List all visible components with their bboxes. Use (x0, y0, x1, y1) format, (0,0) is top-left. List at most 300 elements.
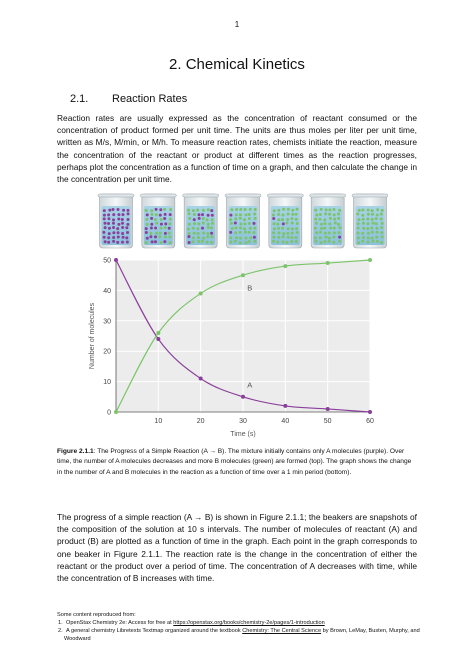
data-point-b (241, 273, 245, 277)
data-point-b (283, 264, 287, 268)
y-axis-label: Number of molecules (89, 302, 96, 370)
molecule (163, 208, 166, 211)
molecule (358, 209, 361, 212)
molecule (332, 241, 335, 244)
molecule (234, 217, 237, 220)
molecule (244, 208, 247, 211)
molecule (169, 208, 172, 211)
molecule (121, 232, 124, 235)
beaker (140, 194, 176, 248)
molecule (324, 222, 327, 225)
molecule (338, 231, 341, 234)
molecule (155, 213, 158, 216)
molecule (245, 241, 248, 244)
y-tick-label: 20 (103, 348, 111, 356)
molecule (282, 241, 285, 244)
molecule (126, 241, 129, 244)
molecule (207, 214, 210, 217)
molecule (287, 208, 290, 211)
molecule (104, 240, 107, 243)
molecule (375, 227, 378, 230)
molecule (366, 240, 369, 243)
molecule (117, 231, 120, 234)
molecule (187, 227, 190, 230)
molecule (372, 240, 375, 243)
molecule (192, 227, 195, 230)
molecule (381, 209, 384, 212)
molecule (201, 240, 204, 243)
molecule (103, 236, 106, 239)
molecule (149, 235, 152, 238)
molecule (229, 231, 232, 234)
molecule (103, 217, 106, 220)
x-axis-label: Time (s) (230, 431, 256, 438)
molecule (159, 208, 162, 211)
molecule (149, 232, 152, 235)
molecule (193, 232, 196, 235)
molecule (291, 227, 294, 230)
molecule (210, 226, 213, 229)
molecule (206, 235, 209, 238)
molecule (231, 227, 234, 230)
beaker-solution (229, 206, 258, 245)
molecule (295, 240, 298, 243)
molecule (150, 227, 153, 230)
molecule (362, 236, 365, 239)
data-point-a (199, 377, 203, 381)
molecule (103, 209, 106, 212)
molecule (168, 232, 171, 235)
molecule (192, 236, 195, 239)
molecule (127, 212, 130, 215)
molecule (362, 227, 365, 230)
molecule (112, 208, 115, 211)
molecule (201, 227, 204, 230)
molecule (281, 218, 284, 221)
molecule (125, 226, 128, 229)
x-tick-label: 10 (154, 418, 163, 425)
molecule (333, 213, 336, 216)
molecule (295, 213, 298, 216)
molecule (367, 232, 370, 235)
molecule (296, 208, 299, 211)
molecule (188, 217, 191, 220)
molecule (328, 231, 331, 234)
molecule (239, 241, 242, 244)
data-point-a (241, 395, 245, 399)
molecule (146, 223, 149, 226)
molecule (323, 218, 326, 221)
molecule (296, 231, 299, 234)
molecule (248, 231, 251, 234)
molecule (290, 217, 293, 220)
data-point-b (114, 410, 118, 414)
molecule (117, 236, 120, 239)
molecule (243, 222, 246, 225)
data-point-b (326, 261, 330, 265)
molecule (229, 236, 232, 239)
molecule (253, 236, 256, 239)
data-point-a (326, 407, 330, 411)
molecule (328, 222, 331, 225)
molecule (253, 222, 256, 225)
molecule (325, 208, 328, 211)
molecule (206, 241, 209, 244)
molecule (357, 236, 360, 239)
molecule (126, 209, 129, 212)
molecule (272, 236, 275, 239)
molecule (338, 236, 341, 239)
molecule (196, 227, 199, 230)
molecule (244, 231, 247, 234)
molecule (192, 209, 195, 212)
molecule (193, 213, 196, 216)
molecule (362, 222, 365, 225)
molecule (367, 209, 370, 212)
molecule (121, 218, 124, 221)
molecule (357, 218, 360, 221)
molecule (290, 240, 293, 243)
molecule (202, 217, 205, 220)
molecule (282, 235, 285, 238)
molecule (107, 241, 110, 244)
molecule (314, 218, 317, 221)
molecule (371, 218, 374, 221)
molecule (202, 209, 205, 212)
section-heading (70, 93, 187, 105)
beaker (183, 194, 219, 248)
reaction-chart (88, 190, 388, 445)
data-point-b (199, 291, 203, 295)
molecule (314, 236, 317, 239)
molecule (380, 226, 383, 229)
series-label-b: B (247, 283, 253, 293)
molecule (154, 227, 157, 230)
molecule (381, 235, 384, 238)
molecule (112, 231, 115, 234)
molecule (112, 236, 115, 239)
molecule (191, 240, 194, 243)
molecule (371, 213, 374, 216)
molecule (243, 227, 246, 230)
molecule (230, 208, 233, 211)
molecule (104, 226, 107, 229)
molecule (145, 227, 148, 230)
molecule (324, 240, 327, 243)
molecule (357, 227, 360, 230)
data-point-a (283, 404, 287, 408)
molecule (328, 208, 331, 211)
molecule (367, 213, 370, 216)
molecule (296, 222, 299, 225)
molecule (107, 236, 110, 239)
page-number: 1 (234, 20, 240, 29)
beaker-rim (98, 194, 134, 197)
molecule (239, 227, 242, 230)
molecule (333, 218, 336, 221)
molecule (159, 214, 162, 217)
molecule (102, 231, 105, 234)
molecule (277, 209, 280, 212)
molecule (169, 218, 172, 221)
molecule (150, 209, 153, 212)
molecule (320, 241, 323, 244)
molecule (234, 240, 237, 243)
molecule (112, 218, 115, 221)
molecule (287, 236, 290, 239)
molecule (328, 213, 331, 216)
molecule (117, 218, 120, 221)
molecule (278, 231, 281, 234)
molecule (324, 232, 327, 235)
molecule (197, 232, 200, 235)
molecule (277, 236, 280, 239)
molecule (126, 223, 129, 226)
beaker-rim (352, 194, 388, 197)
beaker-rim (267, 194, 303, 197)
molecule (158, 235, 161, 238)
molecule (329, 226, 332, 229)
molecule (371, 209, 374, 212)
molecule (244, 213, 247, 216)
molecule (235, 208, 238, 211)
data-point-a (368, 410, 372, 414)
molecule (112, 240, 115, 243)
molecule (239, 231, 242, 234)
molecule (187, 235, 190, 238)
molecule (332, 235, 335, 238)
molecule (145, 241, 148, 244)
molecule (338, 240, 341, 243)
beaker-solution (186, 206, 215, 245)
molecule (277, 213, 280, 216)
molecule (380, 213, 383, 216)
molecule (361, 209, 364, 212)
molecule (188, 241, 191, 244)
molecule (357, 222, 360, 225)
molecule (234, 231, 237, 234)
molecule (154, 235, 157, 238)
molecule (361, 214, 364, 217)
molecule (319, 213, 322, 216)
molecule (159, 232, 162, 235)
molecule (121, 241, 124, 244)
molecule (376, 213, 379, 216)
molecule (155, 232, 158, 235)
molecule (168, 227, 171, 230)
molecule (211, 222, 214, 225)
molecule (320, 227, 323, 230)
molecule (361, 232, 364, 235)
molecule (277, 218, 280, 221)
figure-caption (57, 447, 417, 478)
molecule (108, 232, 111, 235)
molecule (112, 222, 115, 225)
molecule (145, 218, 148, 221)
molecule (155, 222, 158, 225)
beaker-rim (183, 194, 219, 197)
molecule (249, 208, 252, 211)
molecule (243, 218, 246, 221)
data-point-a (156, 337, 160, 341)
footer-item-2: 2. A general chemistry Libretexts Textmap organized around the textbook Chemistry: The Central Science by Brown, LeMay, Busten, Murphy, and Woodward (58, 628, 420, 642)
molecule (159, 227, 162, 230)
beaker (352, 194, 388, 248)
molecule (154, 240, 157, 243)
molecule (282, 222, 285, 225)
molecule (248, 217, 251, 220)
molecule (366, 217, 369, 220)
molecule (207, 226, 210, 229)
molecule (160, 241, 163, 244)
molecule (253, 213, 256, 216)
beaker-rim (225, 194, 261, 197)
molecule (202, 221, 205, 224)
molecule (375, 236, 378, 239)
molecule (328, 237, 331, 240)
molecule (197, 236, 200, 239)
molecule (380, 231, 383, 234)
molecule (108, 209, 111, 212)
molecule (324, 212, 327, 215)
molecule (315, 222, 318, 225)
beaker (267, 194, 303, 248)
molecule (163, 240, 166, 243)
molecule (276, 240, 279, 243)
molecule (325, 236, 328, 239)
molecule (334, 221, 337, 224)
molecule (290, 236, 293, 239)
molecule (112, 226, 115, 229)
molecule (211, 214, 214, 217)
molecule (249, 227, 252, 230)
molecule (248, 222, 251, 225)
molecule (362, 218, 365, 221)
molecule (187, 209, 190, 212)
footer-intro: Some content reproduced from: (57, 612, 136, 618)
molecule (198, 217, 201, 220)
molecule (146, 237, 149, 240)
molecule (253, 227, 256, 230)
molecule (244, 237, 247, 240)
molecule (202, 231, 205, 234)
molecule (357, 232, 360, 235)
molecule (210, 232, 213, 235)
molecule (314, 209, 317, 212)
molecule (318, 218, 321, 221)
y-tick-label: 50 (103, 257, 111, 265)
molecule (207, 223, 210, 226)
molecule (273, 209, 276, 212)
molecule (239, 213, 242, 216)
molecule (235, 236, 238, 239)
molecule (287, 227, 290, 230)
x-tick-label: 30 (239, 418, 247, 425)
molecule (285, 222, 288, 225)
molecule (103, 214, 106, 217)
molecule (163, 217, 166, 220)
molecule (121, 213, 124, 216)
molecule (160, 218, 163, 221)
molecule (254, 208, 257, 211)
molecule (107, 217, 110, 220)
molecule (127, 218, 130, 221)
molecule (210, 241, 213, 244)
molecule (338, 209, 341, 212)
molecule (287, 213, 290, 216)
molecule (337, 223, 340, 226)
figure-caption-text: : The Progress of a Simple Reaction (A → B). The mixture initially contains only A molecules (purple). Over time, the number of A molecules decreases and more B molecules (green) are formed (top). The graph shows the change in the number of A and B molecules in the reaction as a function of time over a 1 min period (bottom). (57, 448, 412, 476)
molecule (155, 208, 158, 211)
molecule (319, 231, 322, 234)
molecule (282, 208, 285, 211)
molecule (116, 241, 119, 244)
molecule (332, 208, 335, 211)
beaker (98, 194, 134, 248)
molecule (291, 222, 294, 225)
beaker-row (98, 194, 388, 248)
molecule (164, 235, 167, 238)
molecule (381, 222, 384, 225)
molecule (121, 226, 124, 229)
molecule (239, 217, 242, 220)
molecule (286, 241, 289, 244)
molecule (356, 212, 359, 215)
molecule (230, 222, 233, 225)
molecule (291, 209, 294, 212)
molecule (164, 232, 167, 235)
molecule (277, 227, 280, 230)
molecule (117, 223, 120, 226)
chapter-title: 2. Chemical Kinetics (169, 56, 305, 73)
molecule (370, 227, 373, 230)
molecule (380, 217, 383, 220)
molecule (197, 240, 200, 243)
molecule (150, 223, 153, 226)
molecule (337, 217, 340, 220)
x-tick-label: 50 (323, 418, 332, 425)
molecule (154, 218, 157, 221)
molecule (202, 237, 205, 240)
molecule (315, 214, 318, 217)
intro-paragraph: Reaction rates are usually expressed as the concentration of reactant consumed or the concentration of product formed per unit time. The units are thus moles per liter per unit time, written as M/s, M/min, or M/h. To measure reaction rates, chemists initiate the reaction, measure the concentration of the reactant or product at different times as the reaction progresses, perhaps plot the concentration as a function of time on a graph, and then calculate the change in the concentration per unit time. (57, 113, 417, 185)
molecule (291, 232, 294, 235)
molecule (375, 222, 378, 225)
molecule (376, 208, 379, 211)
molecule (295, 227, 298, 230)
molecule (164, 226, 167, 229)
textbook-link[interactable]: Chemistry: The Central Science (242, 628, 322, 634)
molecule (361, 240, 364, 243)
openstax-link[interactable]: https://openstax.org/books/chemistry-2e/pages/1-introduction (173, 620, 325, 626)
molecule (315, 231, 318, 234)
y-tick-label: 30 (103, 318, 111, 326)
molecule (338, 226, 341, 229)
series-label-a: A (247, 380, 253, 390)
molecule (188, 232, 191, 235)
molecule (168, 222, 171, 225)
molecule (367, 236, 370, 239)
molecule (248, 213, 251, 216)
molecule (371, 231, 374, 234)
figure-2-1-1 (88, 190, 388, 450)
molecule (239, 237, 242, 240)
molecule (122, 236, 125, 239)
molecule (376, 240, 379, 243)
molecule (234, 221, 237, 224)
molecule (375, 217, 378, 220)
molecule (145, 231, 148, 234)
